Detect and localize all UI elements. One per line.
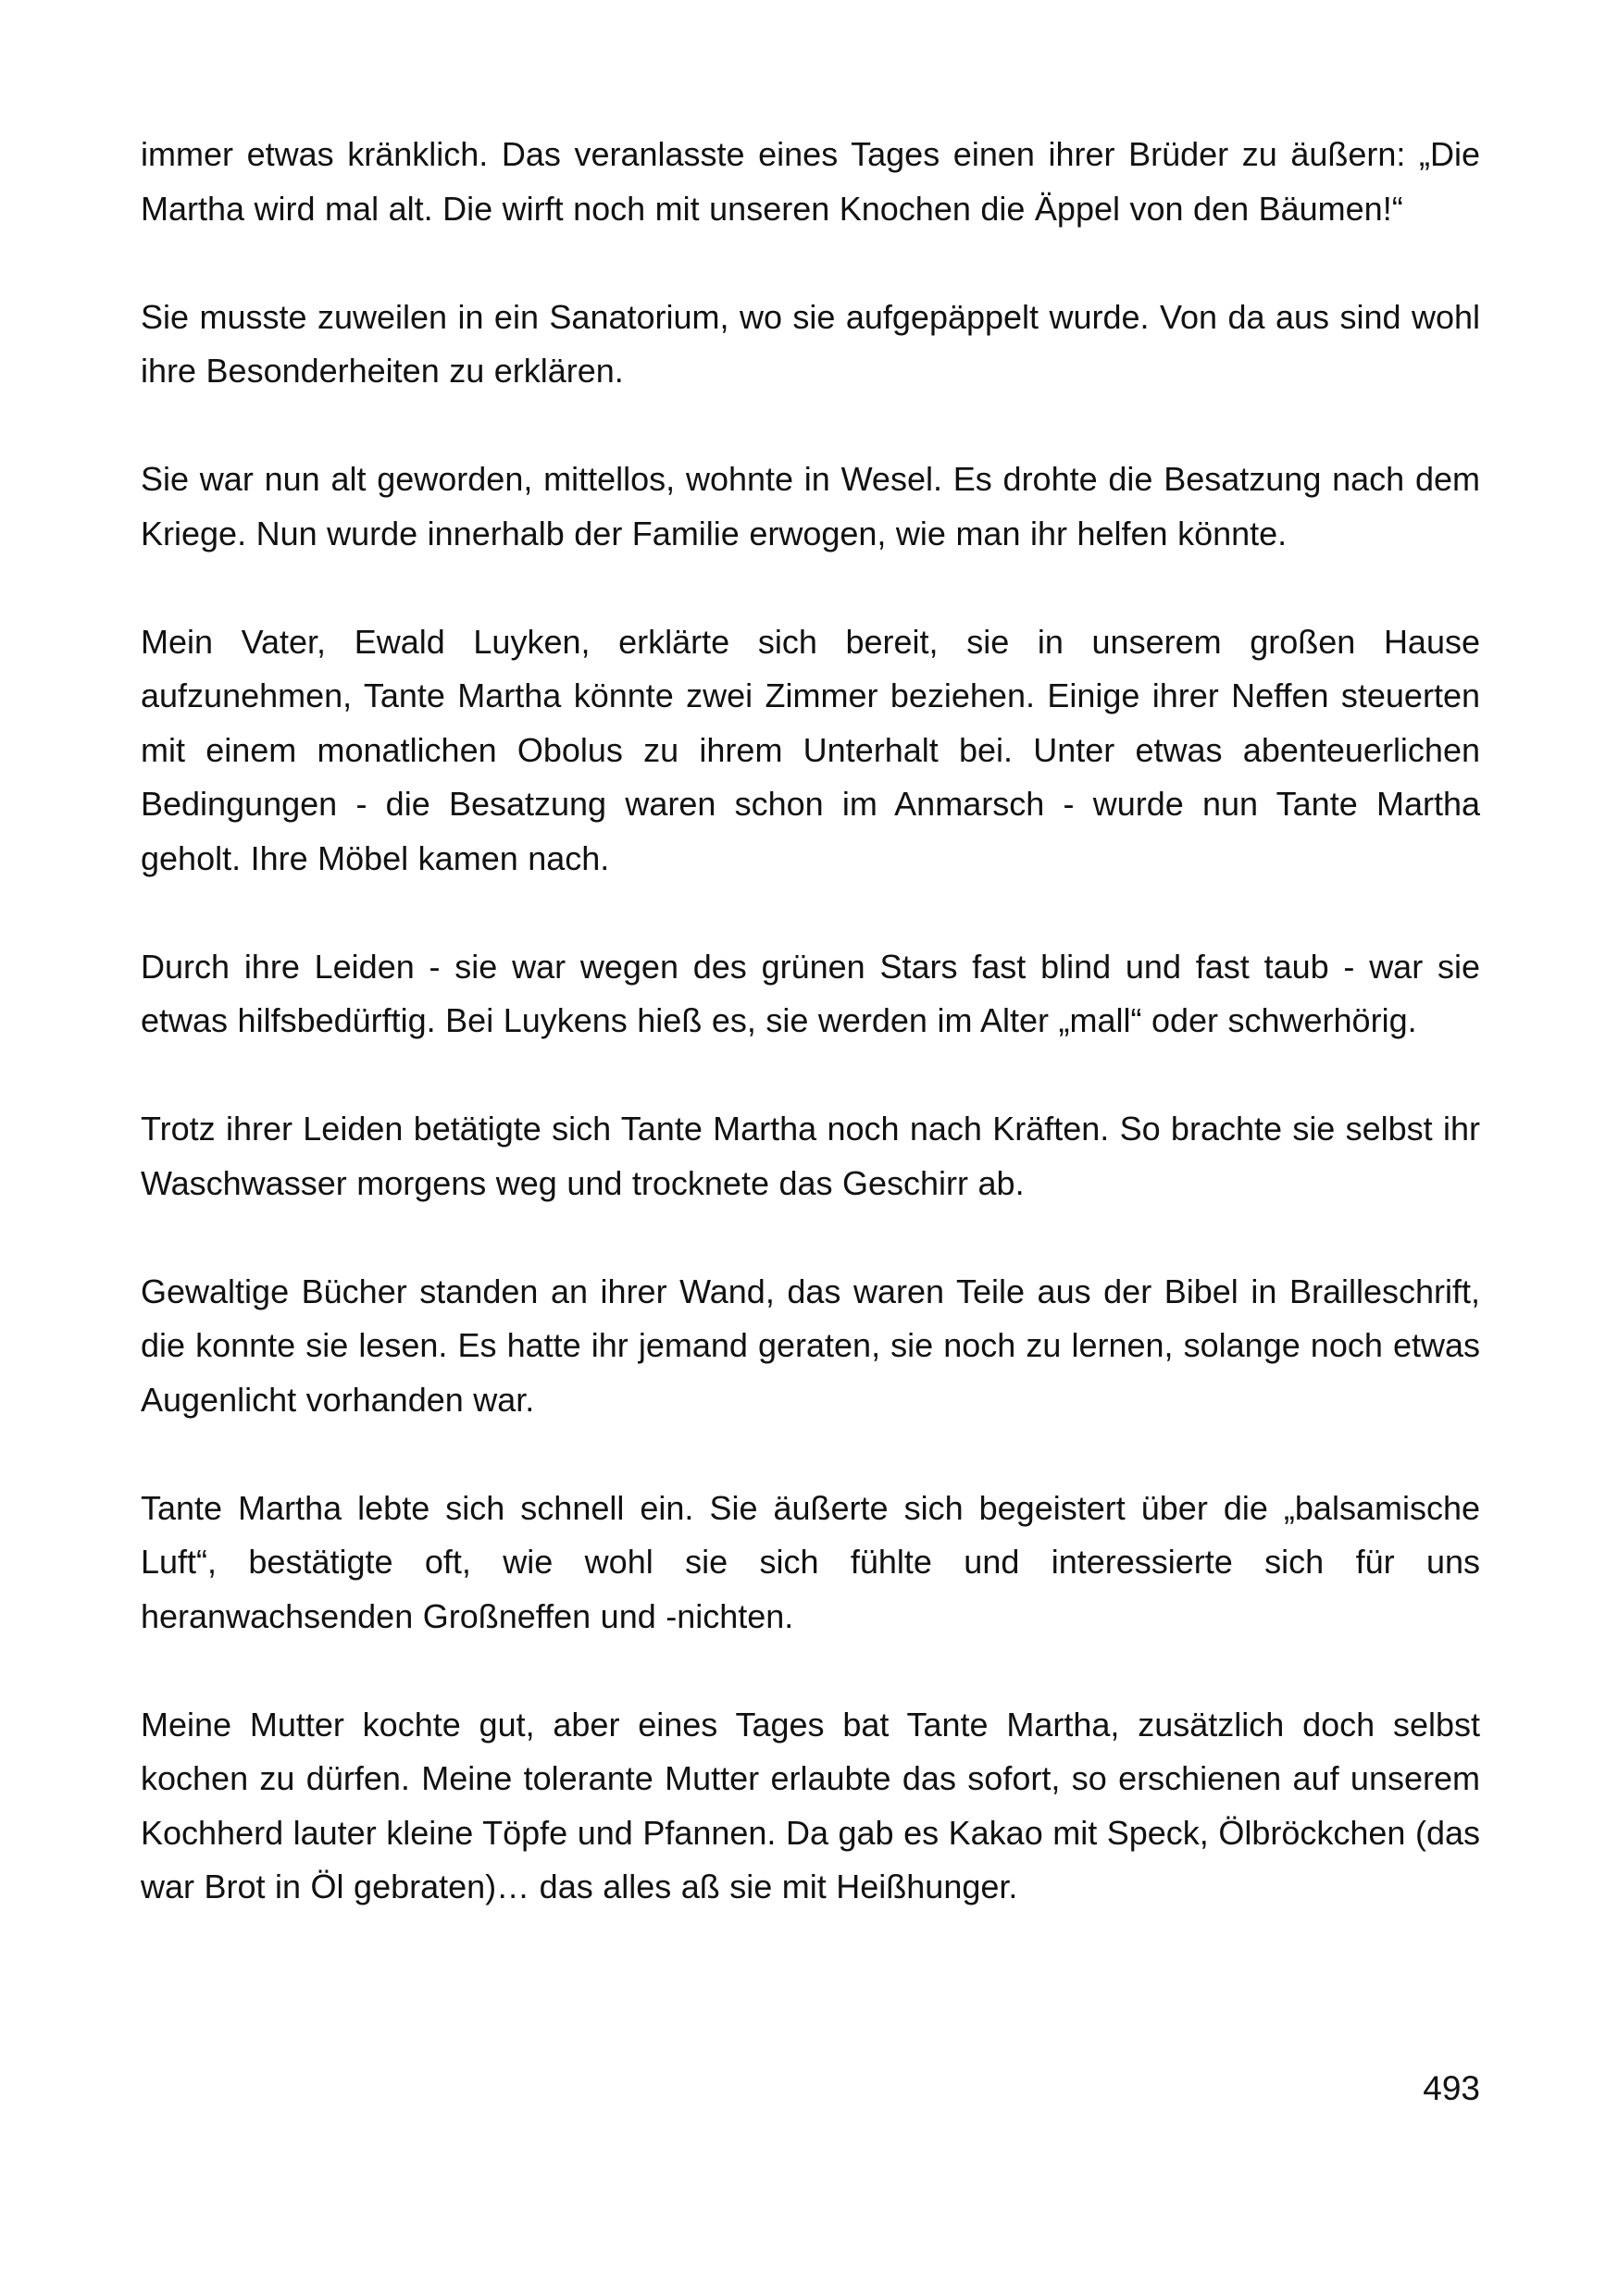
paragraph-4: Mein Vater, Ewald Luyken, erklärte sich bereit, sie in unserem großen Hause aufzunehmen, Tante Martha könnte zwei Zimmer beziehen. Einige ihrer Neffen steuerten mit einem monatlichen Obolus zu ihrem Unterhalt bei. Unter etwas abenteuerlichen Bedingungen - die Besatzung waren schon im Anmarsch - wurde nun Tante Martha geholt. Ihre Möbel kamen nach. [141,622,1480,877]
page-number: 493 [1423,2069,1480,2107]
paragraph-2: Sie musste zuweilen in ein Sanatorium, wo sie aufgepäppelt wurde. Von da aus sind wohl ihre Besonderheiten zu erklären. [141,297,1480,390]
paragraph-8: Tante Martha lebte sich schnell ein. Sie äußerte sich begeistert über die „balsamische Luft“, bestätigte oft, wie wohl sie sich fühlte und interessierte sich für uns heranwachsenden Großneffen und -nichten. [141,1488,1480,1635]
paragraph-5: Durch ihre Leiden - sie war wegen des grünen Stars fast blind und fast taub - war sie etwas hilfsbedürftig. Bei Luykens hieß es, sie werden im Alter „mall“ oder schwerhörig. [141,947,1480,1039]
page-body [141,128,1480,1915]
paragraph-9: Meine Mutter kochte gut, aber eines Tages bat Tante Martha, zusätzlich doch selbst kochen zu dürfen. Meine tolerante Mutter erlaubte das sofort, so erschienen auf unserem Kochherd lauter kleine Töpfe und Pfannen. Da gab es Kakao mit Speck, Ölbröckchen (das war Brot in Öl gebraten)… das alles aß sie mit Heißhunger. [141,1705,1480,1905]
paragraph-3: Sie war nun alt geworden, mittellos, wohnte in Wesel. Es drohte die Besatzung nach dem Kriege. Nun wurde innerhalb der Familie erwogen, wie man ihr helfen könnte. [141,460,1480,552]
paragraph-7: Gewaltige Bücher standen an ihrer Wand, das waren Teile aus der Bibel in Brailleschrift, die konnte sie lesen. Es hatte ihr jemand geraten, sie noch zu lernen, solange noch etwas Augenlicht vorhanden war. [141,1272,1480,1419]
paragraph-6: Trotz ihrer Leiden betätigte sich Tante Martha noch nach Kräften. So brachte sie selbst ihr Waschwasser morgens weg und trocknete das Geschirr ab. [141,1110,1480,1202]
paragraph-1: immer etwas kränklich. Das veranlasste eines Tages einen ihrer Brüder zu äußern: „Die Martha wird mal alt. Die wirft noch mit unseren Knochen die Äppel von den Bäumen!“ [141,135,1480,228]
